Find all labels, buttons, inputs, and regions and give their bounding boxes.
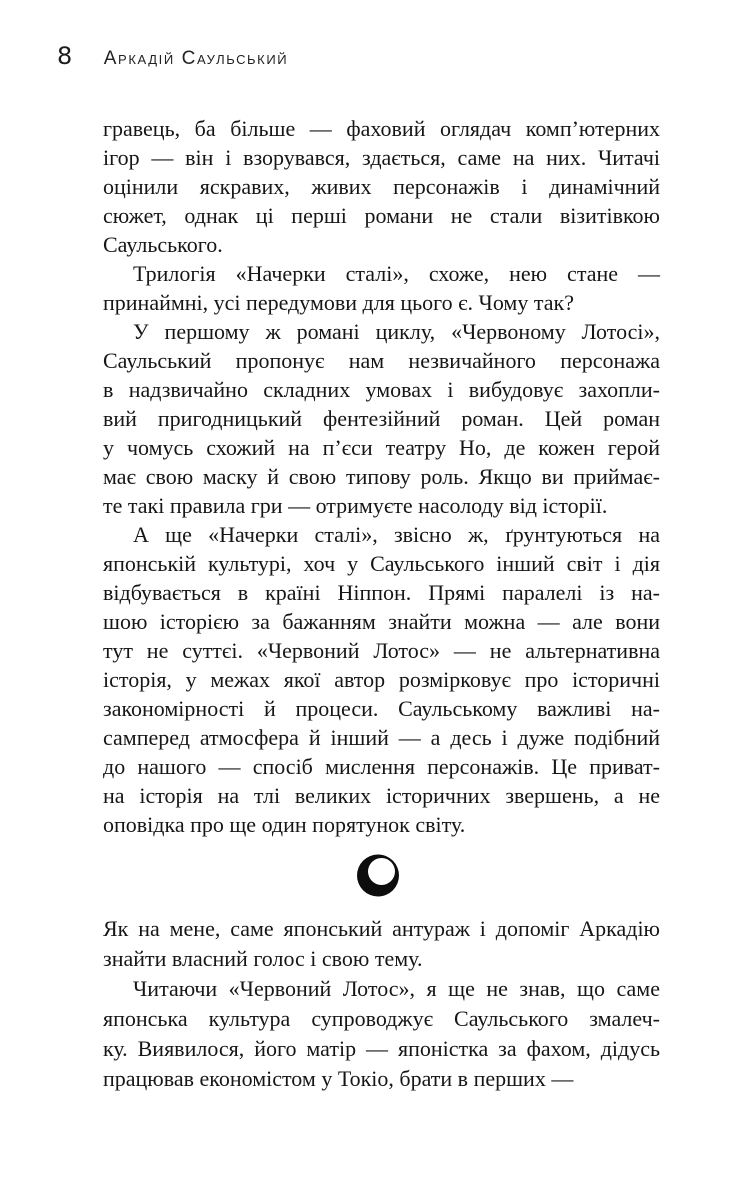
text-line: самперед атмосфера й інший — а десь і дуже подібний <box>103 725 660 750</box>
text-line: в надзвичайно складних умовах і вибудовує захопли- <box>103 377 660 402</box>
text-line: оцінили яскравих, живих персонажів і динамічний <box>103 174 660 199</box>
text-line: Як на мене, саме японський антураж і допоміг Аркадію <box>103 916 660 941</box>
text-line: У першому ж романі циклу, «Червоному Лотосі», <box>133 319 660 344</box>
text-block-after <box>103 914 660 1094</box>
paragraph <box>103 114 660 259</box>
text-line: до нашого — спосіб мислення персонажів. Це приват- <box>103 754 660 779</box>
enso-circle-icon <box>355 852 401 898</box>
paragraph <box>103 914 660 974</box>
text-line: закономірності й процеси. Саульському важливі на- <box>103 696 660 721</box>
text-line: Трилогія «Начерки сталі», схоже, нею стане — <box>133 261 660 286</box>
text-line: сюжет, однак ці перші романи не стали візитівкою <box>103 203 660 228</box>
paragraph <box>103 259 660 317</box>
running-header-title: Аркадій Саульський <box>103 48 289 69</box>
text-line: А ще «Начерки сталі», звісно ж, ґрунтуються на <box>133 522 660 547</box>
text-block-main <box>103 114 660 839</box>
text-line: японська культура супроводжує Саульського змалеч- <box>103 1006 660 1031</box>
text-line: історія, у межах якої автор розмірковує про історичні <box>103 667 660 692</box>
text-line: оповідка про ще один порятунок світу. <box>103 812 466 837</box>
paragraph <box>103 520 660 839</box>
text-line: Саульський пропонує нам незвичайного персонажа <box>103 348 660 373</box>
text-line: працював економістом у Токіо, брати в перших — <box>103 1066 574 1091</box>
text-line: ку. Виявилося, його матір — японістка за фахом, дідусь <box>103 1036 660 1061</box>
paragraph <box>103 974 660 1094</box>
text-line: має свою маску й свою типову роль. Якщо ви приймає- <box>103 464 660 489</box>
text-line: японській культурі, хоч у Саульського інший світ і дія <box>103 551 660 576</box>
text-line: у чомусь схожий на п’єси театру Но, де кожен герой <box>103 435 660 460</box>
text-line: тут не суттєі. «Червоний Лотос» — не альтернативна <box>103 638 660 663</box>
text-line: шою історією за бажанням знайти можна — але вони <box>103 609 660 634</box>
section-break <box>0 852 756 898</box>
text-line: на історія на тлі великих історичних звершень, а не <box>103 783 660 808</box>
text-line: Читаючи «Червоний Лотос», я ще не знав, що саме <box>133 976 660 1001</box>
text-line: ігор — він і взорувався, здається, саме на них. Читачі <box>103 145 660 170</box>
paragraph <box>103 317 660 520</box>
text-line: принаймні, усі передумови для цього є. Чому так? <box>103 290 574 315</box>
text-line: вий пригодницький фентезійний роман. Цей роман <box>103 406 660 431</box>
text-line: знайти власний голос і свою тему. <box>103 946 423 971</box>
text-line: Саульського. <box>103 232 223 257</box>
text-line: те такі правила гри — отримуєте насолоду від історії. <box>103 493 608 518</box>
running-header <box>57 42 288 70</box>
text-line: гравець, ба більше — фаховий оглядач комп’ютерних <box>103 116 660 141</box>
text-line: відбувається в країні Ніппон. Прямі паралелі із на- <box>103 580 660 605</box>
page-number: 8 <box>57 42 73 70</box>
